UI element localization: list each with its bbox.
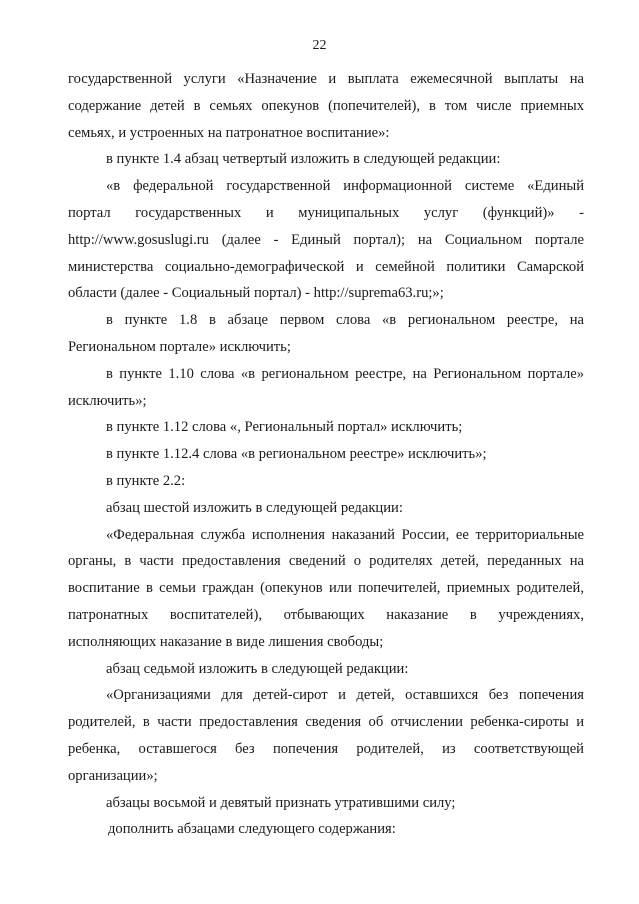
paragraph-supplement: дополнить абзацами следующего содержания: [108, 821, 396, 838]
paragraph-fsin-text: «Федеральная служба исполнения наказаний России, ее территориальные органы, в части предоставления сведений о родителях детей, переданных на воспитание в семьи граждан (опекунов или попечителей, приемных родителей, патронатных воспитателей), отбывающих наказание в учреждениях, исполняющих наказание в виде лишения свободы; [68, 526, 584, 650]
paragraph-service-name-continuation: государственной услуги «Назначение и выплата ежемесячной выплаты на содержание детей в семьях опекунов (попечителей), в том числе приемных семьях, и устроенных на патронатное воспитание»: [68, 71, 584, 141]
paragraph-item-1-12-4: в пункте 1.12.4 слова «в региональном реестре» исключить»; [106, 446, 487, 463]
paragraph-item-2-2: в пункте 2.2: [106, 472, 186, 489]
paragraph-item-1-12: в пункте 1.12 слова «, Региональный портал» исключить; [106, 419, 463, 436]
paragraph-item-1-4: в пункте 1.4 абзац четвертый изложить в следующей редакции: [106, 151, 501, 168]
paragraph-item-1-8: в пункте 1.8 в абзаце первом слова «в региональном реестре, на Региональном портале» исключить; [68, 312, 584, 355]
page-number: 22 [312, 38, 327, 53]
document-body [68, 66, 584, 843]
paragraph-seventh-abzac: абзац седьмой изложить в следующей редакции: [106, 660, 409, 677]
paragraph-organizations-text: «Организациями для детей-сирот и детей, оставшихся без попечения родителей, в части предоставления сведения об отчислении ребенка-сироты и ребенка, оставшегося без попечения родителей, из соответствующей организации»; [68, 687, 584, 784]
paragraph-item-1-4-text: «в федеральной государственной информационной системе «Единый портал государственных и муниципальных услуг (функций)» - http://www.gosuslugi.ru (далее - Единый портал); на Социальном портале министерства социально-демографической и семейной политики Самарской области (далее - Социальный портал) - http://suprema63.ru;»; [68, 178, 584, 302]
paragraph-sixth-abzac: абзац шестой изложить в следующей редакции: [106, 499, 403, 516]
paragraph-eighth-ninth-abzac: абзацы восьмой и девятый признать утратившими силу; [106, 794, 456, 811]
paragraph-item-1-10: в пункте 1.10 слова «в региональном реестре, на Региональном портале» исключить»; [68, 365, 584, 409]
